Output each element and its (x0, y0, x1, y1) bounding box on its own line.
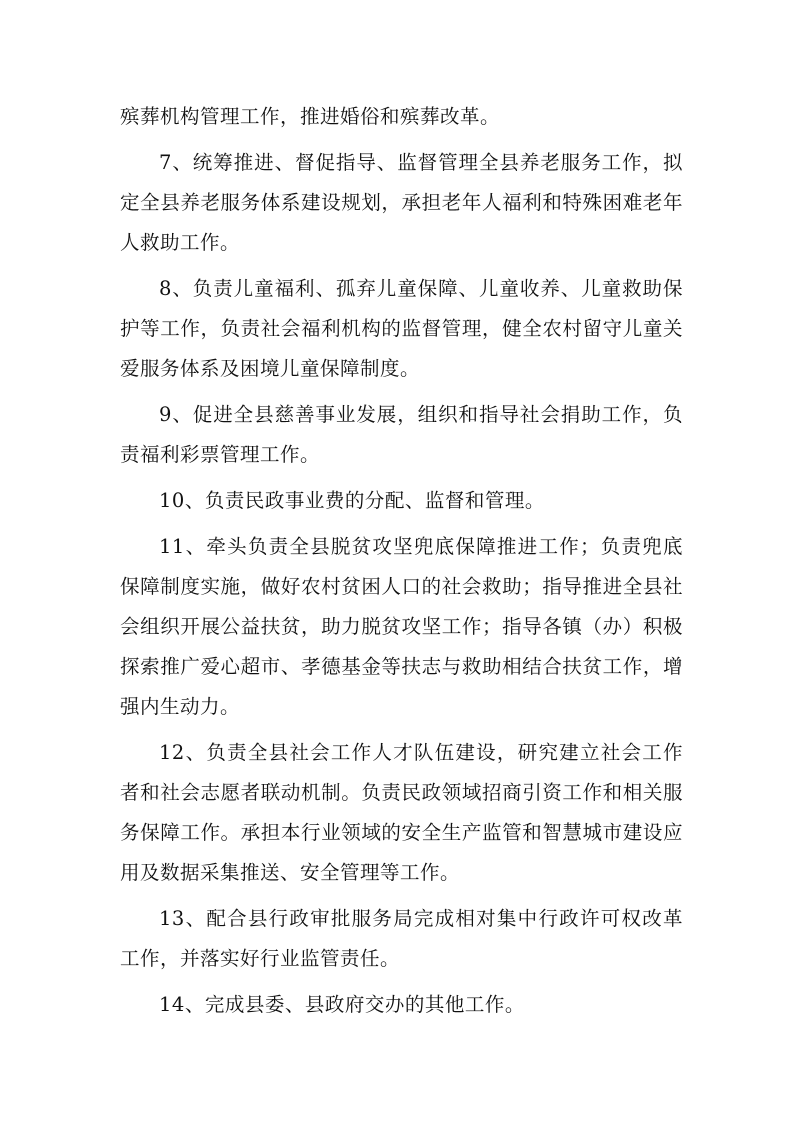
document-body (120, 97, 683, 1031)
paragraph-item-9: 9、促进全县慈善事业发展，组织和指导社会捐助工作，负责福利彩票管理工作。 (120, 403, 683, 466)
paragraph-item-7: 7、统筹推进、督促指导、监督管理全县养老服务工作，拟定全县养老服务体系建设规划，承担老年人福利和特殊困难老年人救助工作。 (120, 151, 683, 254)
paragraph-item-8: 8、负责儿童福利、孤弃儿童保障、儿童收养、儿童救助保护等工作，负责社会福利机构的监督管理，健全农村留守儿童关爱服务体系及困境儿童保障制度。 (120, 277, 683, 380)
paragraph-item-13: 13、配合县行政审批服务局完成相对集中行政许可权改革工作，并落实好行业监管责任。 (120, 907, 683, 970)
paragraph-item-11: 11、牵头负责全县脱贫攻坚兜底保障推进工作；负责兜底保障制度实施，做好农村贫困人口的社会救助；指导推进全县社会组织开展公益扶贫，助力脱贫攻坚工作；指导各镇（办）积极探索推广爱心超市、孝德基金等扶志与救助相结合扶贫工作，增强内生动力。 (120, 535, 683, 718)
paragraph-item-12: 12、负责全县社会工作人才队伍建设，研究建立社会工作者和社会志愿者联动机制。负责民政领域招商引资工作和相关服务保障工作。承担本行业领域的安全生产监管和智慧城市建设应用及数据采集推送、安全管理等工作。 (120, 741, 683, 884)
paragraph-item-10: 10、负责民政事业费的分配、监督和管理。 (159, 489, 545, 512)
paragraph-item-14: 14、完成县委、县政府交办的其他工作。 (159, 993, 525, 1016)
paragraph-continuation: 殡葬机构管理工作，推进婚俗和殡葬改革。 (120, 105, 501, 128)
